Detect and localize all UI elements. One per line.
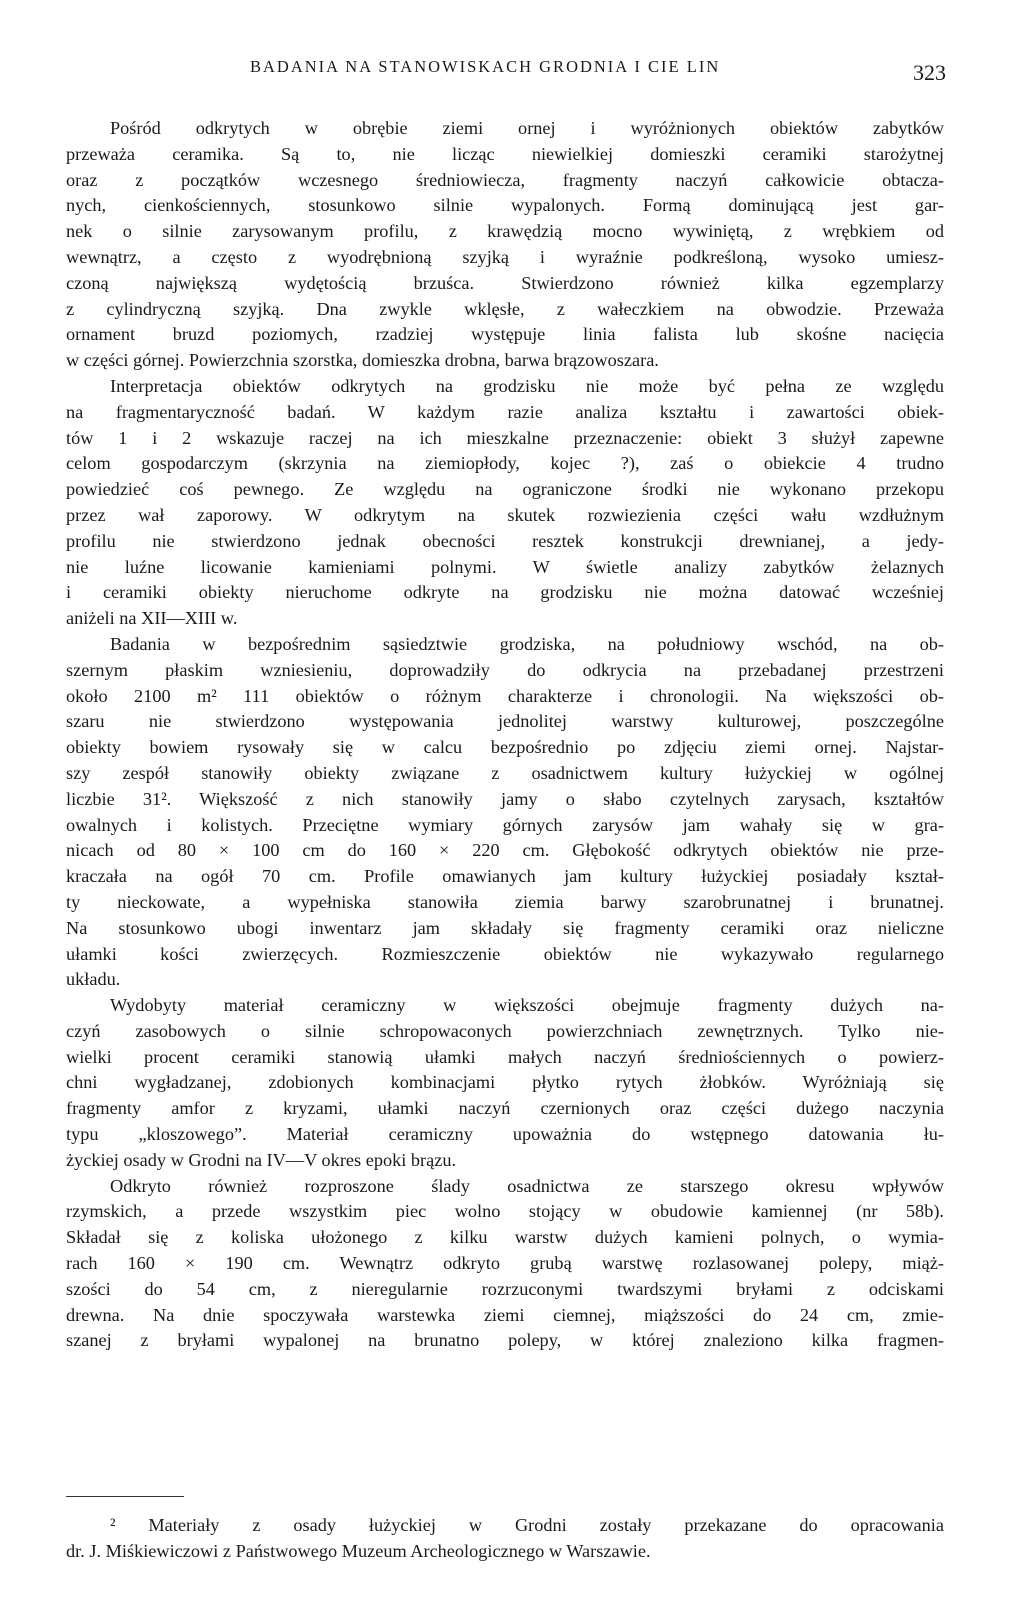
text-line: typu „kloszowego”. Materiał ceramiczny upoważnia do wstępnego datowania łu-: [66, 1124, 944, 1145]
text-line: około 2100 m² 111 obiektów o różnym charakterze i chronologii. Na większości ob-: [66, 685, 944, 706]
text-line: drewna. Na dnie spoczywała warstewka ziemi ciemnej, miąższości do 24 cm, zmie-: [66, 1304, 944, 1325]
footnote-line: ² Materiały z osady łużyckiej w Grodni zostały przekazane do opracowania: [110, 1515, 944, 1535]
text-line: wielki procent ceramiki stanowią ułamki małych naczyń średniościennych o powierz-: [66, 1046, 944, 1067]
text-line: liczbie 31². Większość z nich stanowiły jamy o słabo czytelnych zarysach, kształtów: [66, 788, 944, 809]
text-line: nicach od 80 × 100 cm do 160 × 220 cm. Głębokość odkrytych obiektów nie prze-: [66, 840, 944, 861]
text-line: szanej z bryłami wypalonej na brunatno polepy, w której znaleziono kilka fragmen-: [66, 1330, 944, 1351]
text-line: owalnych i kolistych. Przeciętne wymiary górnych zarysów jam wahały się w gra-: [66, 814, 944, 835]
text-line: obiekty bowiem rysowały się w calcu bezpośrednio po zdjęciu ziemi ornej. Najstar-: [66, 737, 944, 758]
footnote: [66, 1512, 944, 1564]
text-line: wewnątrz, a często z wyodrębnioną szyjką i wyraźnie podkreśloną, wysoko umiesz-: [66, 246, 944, 267]
text-line: i ceramiki obiekty nieruchome odkryte na grodzisku nie można datować wcześniej: [66, 582, 944, 603]
text-line: nych, cienkościennych, stosunkowo silnie wypalonych. Formą dominującą jest gar-: [66, 195, 944, 216]
text-line: czyń zasobowych o silnie schropowaconych powierzchniach zewnętrznych. Tylko nie-: [66, 1020, 944, 1041]
footnote-line: dr. J. Miśkiewiczowi z Państwowego Muzeum Archeologicznego w Warszawie.: [66, 1541, 651, 1561]
text-line: szości do 54 cm, z nieregularnie rozrzuconymi twardszymi bryłami z odciskami: [66, 1278, 944, 1299]
text-line: ułamki kości zwierzęcych. Rozmieszczenie obiektów nie wykazywało regularnego: [66, 943, 944, 964]
text-line: szernym płaskim wzniesieniu, doprowadziły do odkrycia na przebadanej przestrzeni: [66, 659, 944, 680]
running-title: BADANIA NA STANOWISKACH GRODNIA I CIE LIN: [250, 57, 721, 76]
text-line: nie luźne licowanie kamieniami polnymi. W świetle analizy zabytków żelaznych: [66, 556, 944, 577]
text-line: czoną największą wydętością brzuśca. Stwierdzono również kilka egzemplarzy: [66, 272, 944, 293]
text-line: z cylindryczną szyjką. Dna zwykle wklęsłe, z wałeczkiem na obwodzie. Przeważa: [66, 298, 944, 319]
text-line: oraz z początków wczesnego średniowiecza, fragmenty naczyń całkowicie obtacza-: [66, 169, 944, 190]
text-line: profilu nie stwierdzono jednak obecności resztek konstrukcji drewnianej, a jedy-: [66, 530, 944, 551]
text-line: przez wał zaporowy. W odkrytym na skutek rozwiezienia części wału wzdłużnym: [66, 504, 944, 525]
footnote-rule: [66, 1496, 184, 1497]
text-line: powiedzieć coś pewnego. Ze względu na ograniczone środki nie wykonano przekopu: [66, 479, 944, 500]
text-line: na fragmentaryczność badań. W każdym razie analiza kształtu i zawartości obiek-: [66, 401, 944, 422]
text-line: kraczała na ogół 70 cm. Profile omawianych jam kultury łużyckiej posiadały kształ-: [66, 866, 944, 887]
text-line: szaru nie stwierdzono występowania jednolitej warstwy kulturowej, poszczególne: [66, 711, 944, 732]
text-line: fragmenty amfor z kryzami, ułamki naczyń czernionych oraz części dużego naczynia: [66, 1098, 944, 1119]
text-line: tów 1 i 2 wskazuje raczej na ich mieszkalne przeznaczenie: obiekt 3 służył zapewne: [66, 427, 944, 448]
body-text: [66, 116, 944, 1354]
text-line: chni wygładzanej, zdobionych kombinacjami płytko rytych żłobków. Wyróżniają się: [66, 1072, 944, 1093]
text-line: Badania w bezpośrednim sąsiedztwie grodziska, na południowy wschód, na ob-: [110, 633, 944, 654]
text-line: ty nieckowate, a wypełniska stanowiła ziemia barwy szarobrunatnej i brunatnej.: [66, 891, 944, 912]
text-line: Wydobyty materiał ceramiczny w większości obejmuje fragmenty dużych na-: [110, 995, 944, 1016]
page-number: 323: [913, 60, 946, 85]
text-line: Interpretacja obiektów odkrytych na grodzisku nie może być pełna ze względu: [110, 375, 944, 396]
text-line: aniżeli na XII—XIII w.: [66, 608, 238, 629]
text-line: układu.: [66, 969, 121, 990]
text-line: Pośród odkrytych w obrębie ziemi ornej i wyróżnionych obiektów zabytków: [110, 118, 944, 138]
text-line: w części górnej. Powierzchnia szorstka, domieszka drobna, barwa brązowoszara.: [66, 350, 659, 371]
text-line: życkiej osady w Grodni na IV—V okres epoki brązu.: [66, 1149, 457, 1170]
text-line: rach 160 × 190 cm. Wewnątrz odkryto grubą warstwę rozlasowanej polepy, miąż-: [66, 1253, 944, 1274]
text-line: ornament bruzd poziomych, rzadziej występuje linia falista lub skośne nacięcia: [66, 324, 944, 345]
text-line: nek o silnie zarysowanym profilu, z krawędzią mocno wywiniętą, z wrębkiem od: [66, 221, 944, 242]
text-line: przeważa ceramika. Są to, nie licząc niewielkiej domieszki ceramiki starożytnej: [66, 143, 944, 164]
text-line: Na stosunkowo ubogi inwentarz jam składały się fragmenty ceramiki oraz nieliczne: [66, 917, 944, 938]
text-line: Składał się z koliska ułożonego z kilku warstw dużych kamieni polnych, o wymia-: [66, 1227, 944, 1248]
running-header: [0, 52, 1024, 92]
text-line: rzymskich, a przede wszystkim piec wolno stojący w obudowie kamiennej (nr 58b).: [66, 1201, 944, 1222]
text-line: szy zespół stanowiły obiekty związane z osadnictwem kultury łużyckiej w ogólnej: [66, 762, 944, 783]
text-line: celom gospodarczym (skrzynia na ziemiopłody, kojec ?), zaś o obiekcie 4 trudno: [66, 453, 944, 474]
text-line: Odkryto również rozproszone ślady osadnictwa ze starszego okresu wpływów: [110, 1175, 944, 1196]
